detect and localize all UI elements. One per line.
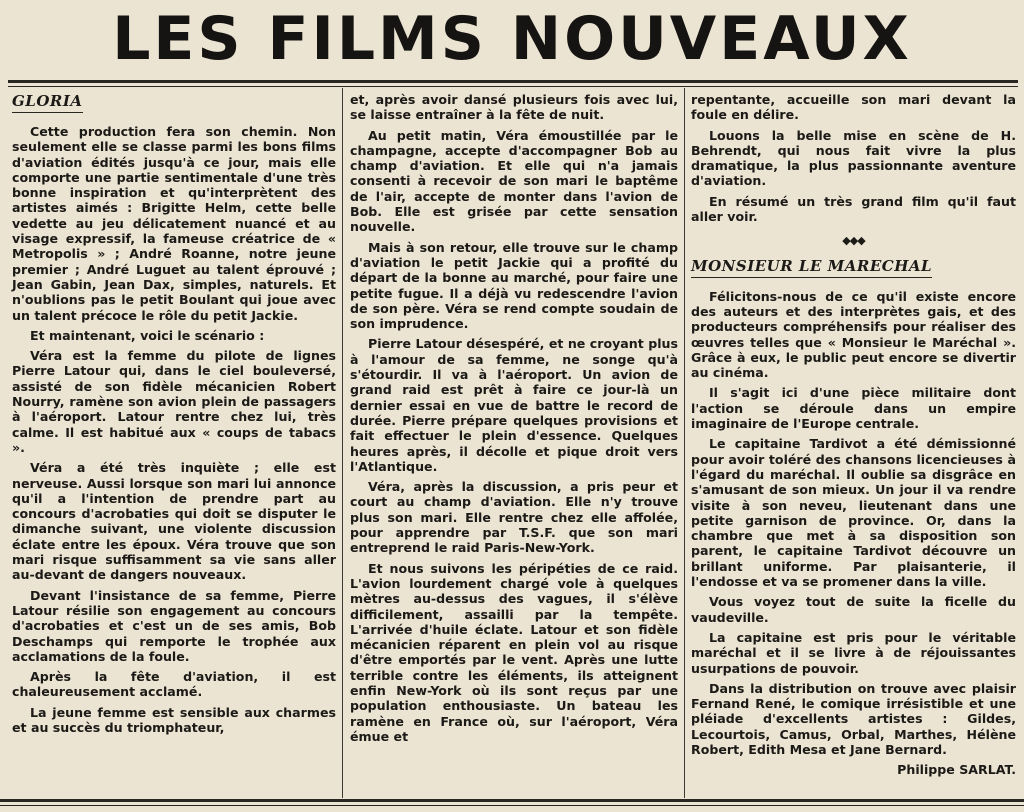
paragraph: Au petit matin, Véra émoustillée par le champagne, accepte d'accompagner Bob au champ d'aviation. Et elle qui n'a jamais consenti à recevoir de son mari le baptême de l'air, accepte de monter dans l'avion de Bob. Elle est grisée par cette sensation nouvelle. xyxy=(350,127,678,235)
column-2 xyxy=(350,92,678,749)
paragraph: Et maintenant, voici le scénario : xyxy=(30,327,265,343)
paragraph: En résumé un très grand film qu'il faut aller voir. xyxy=(691,193,1016,225)
paragraph: Véra, après la discussion, a pris peur et court au champ d'aviation. Elle n'y trouve plus son mari. Elle rentre chez elle affolée, pour apprendre par T.S.F. que son mari entreprend le raid Paris-New-York. xyxy=(350,479,678,556)
paragraph: Louons la belle mise en scène de H. Behrendt, qui nous fait vivre la plus dramatique, la plus passionnante aventure d'aviation. xyxy=(691,127,1016,189)
bottom-rule xyxy=(0,799,1024,802)
paragraph: Véra a été très inquiète ; elle est nerveuse. Aussi lorsque son mari lui annonce qu'il a l'intention de prendre part au concours d'acrobaties qui doit se disputer le dimanche suivant, une violente discussion éclate entre les époux. Véra trouve que son mari risque suffisamment sa vie sans aller au-devant de dangers nouveaux. xyxy=(12,460,336,583)
page-banner-title: LES FILMS NOUVEAUX xyxy=(112,4,912,74)
column-1 xyxy=(12,92,336,740)
paragraph: Mais à son retour, elle trouve sur le champ d'aviation le petit Jackie qui a profité du départ de la bonne au marché, pour faire une petite fugue. Il a déjà vu redescendre l'avion de son père. Véra se rend compte soudain de son imprudence. xyxy=(350,239,678,332)
paragraph: Félicitons-nous de ce qu'il existe encore des auteurs et des interprètes gais, et des producteurs compréhensifs pour réaliser des œuvres telles que « Monsieur le Maréchal ». Grâce à eux, le public peut encore se divertir au cinéma. xyxy=(691,288,1016,381)
paragraph: Après la fête d'aviation, il est chaleureusement acclamé. xyxy=(12,669,336,700)
paragraph: Dans la distribution on trouve avec plaisir Fernand René, le comique irrésistible et une pléiade d'excellents artistes : Gildes, Lecourtois, Camus, Orbal, Marthes, Hélène Robert, Edith Mesa et Jane Bernard. xyxy=(691,680,1016,757)
paragraph: Il s'agit ici d'une pièce militaire dont l'action se déroule dans un empire imaginaire de l'Europe centrale. xyxy=(691,385,1016,432)
column-3 xyxy=(691,92,1016,778)
top-rule-thin xyxy=(8,86,1018,87)
paragraph: et, après avoir dansé plusieurs fois avec lui, se laisse entraîner à la fête de nuit. xyxy=(350,92,678,123)
paragraph: La jeune femme est sensible aux charmes et au succès du triomphateur, xyxy=(12,704,336,735)
paragraph: Vous voyez tout de suite la ficelle du vaudeville. xyxy=(691,594,1016,625)
column-divider xyxy=(684,88,685,798)
diamond-ornament: ◆◆◆ xyxy=(842,234,865,248)
paragraph: Et nous suivons les péripéties de ce raid. L'avion lourdement chargé vole à quelques mètres au-dessus des vagues, il s'élève difficilement, assailli par la tempête. L'arrivée d'huile éclate. Latour et son fidèle mécanicien réparent en plein vol au risque d'être emportés par le vent. Après une lutte terrible contre les éléments, ils atteignent enfin New-York où ils sont reçus par une population enthousiaste. Un bateau les ramène en France où, sur l'aéroport, Véra émue et xyxy=(350,560,678,744)
author-signature: Philippe SARLAT. xyxy=(897,762,1016,778)
review-title-marechal: MONSIEUR LE MARECHAL xyxy=(691,257,932,278)
bottom-rule-thin xyxy=(0,805,1024,806)
top-rule xyxy=(8,80,1018,83)
paragraph: Le capitaine Tardivot a été démissionné pour avoir toléré des chansons licencieuses à l'égard du maréchal. Il oublie sa disgrâce en s'amusant de son mieux. Un jour il va rendre visite à son neveu, lieutenant dans une petite garnison de province. Or, dans la chambre que met à sa disposition son parent, le capitaine Tardivot découvre un brillant uniforme. Par plaisanterie, il l'endosse et va se promener dans la ville. xyxy=(691,436,1016,590)
paragraph: Véra est la femme du pilote de lignes Pierre Latour qui, dans le ciel bouleversé, assisté de son fidèle mécanicien Robert Nourry, ramène son avion plein de passagers à l'aéroport. Latour rentre chez lui, très calme. Il est habitué aux « coups de tabacs ». xyxy=(12,348,336,455)
paragraph: La capitaine est pris pour le véritable maréchal et il se livre à de réjouissantes usurpations de pouvoir. xyxy=(691,629,1016,676)
paragraph: Pierre Latour désespéré, et ne croyant plus à l'amour de sa femme, ne songe qu'à s'étourdir. Il va à l'aéroport. Un avion de grand raid est prêt à faire ce jour-là un dernier essai en vue de battre le record de durée. Pierre prépare quelques provisions et fait effectuer le plein d'essence. Quelques heures après, il décolle et pique droit vers l'Atlantique. xyxy=(350,336,678,474)
paragraph: Devant l'insistance de sa femme, Pierre Latour résilie son engagement au concours d'acrobaties et c'est un de ses amis, Bob Deschamps qui remporte le trophée aux acclamations de la foule. xyxy=(12,587,336,664)
paragraph: repentante, accueille son mari devant la foule en délire. xyxy=(691,92,1016,123)
review-title-gloria: GLORIA xyxy=(12,92,83,113)
column-divider xyxy=(342,88,343,798)
paragraph: Cette production fera son chemin. Non seulement elle se classe parmi les bons films d'aviation édités jusqu'à ce jour, mais elle comporte une partie sentimentale d'une très bonne inspiration et qu'interprètent des artistes aimés : Brigitte Helm, cette belle vedette au jeu délicatement nuancé et au visage expressif, la fameuse créatrice de « Metropolis » ; André Roanne, notre jeune premier ; André Luguet au talent éprouvé ; Jean Gabin, Jean Dax, simples, naturels. Et n'oublions pas le petit Boulant qui joue avec un talent précoce le rôle du petit Jackie. xyxy=(12,124,336,323)
